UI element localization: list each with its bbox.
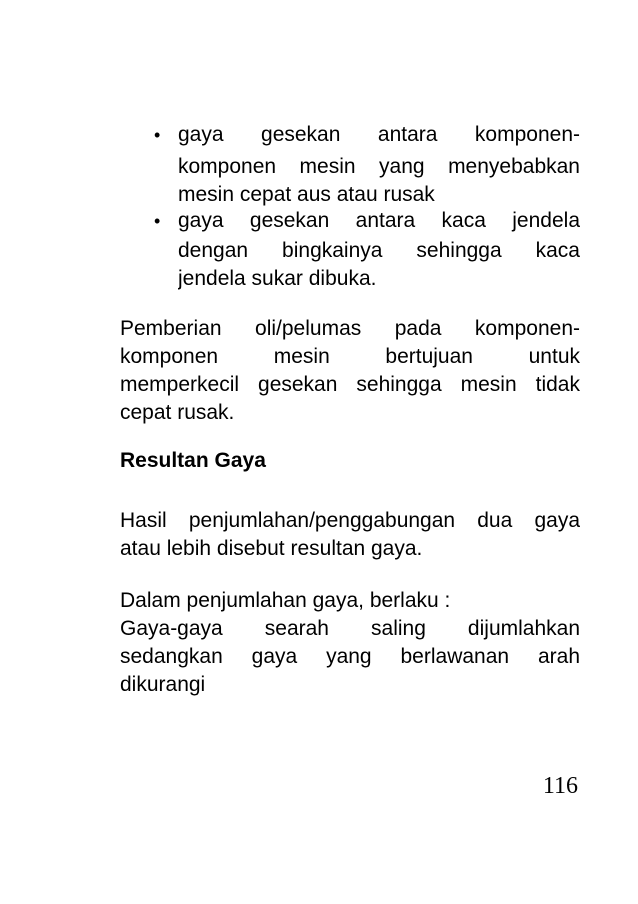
text-line: Pemberian oli/pelumas pada komponen-: [120, 317, 580, 340]
text-line: komponen mesin bertujuan untuk: [120, 345, 580, 368]
text-line: cepat rusak.: [120, 401, 235, 424]
page-number: 116: [542, 773, 578, 799]
text-line: komponen mesin yang menyebabkan: [178, 155, 580, 178]
text-line: jendela sukar dibuka.: [178, 267, 377, 290]
text-line: atau lebih disebut resultan gaya.: [120, 537, 423, 560]
text-line: Gaya-gaya searah saling dijumlahkan: [120, 617, 580, 640]
text-line: mesin cepat aus atau rusak: [178, 183, 435, 206]
text-line: memperkecil gesekan sehingga mesin tidak: [120, 373, 580, 396]
bullet-marker: •: [154, 125, 161, 145]
section-heading: Resultan Gaya: [120, 449, 266, 472]
text-line: Hasil penjumlahan/penggabungan dua gaya: [120, 509, 580, 532]
text-line: dikurangi: [120, 673, 206, 696]
text-line: dengan bingkainya sehingga kaca: [178, 239, 580, 262]
text-line: Dalam penjumlahan gaya, berlaku :: [120, 589, 451, 612]
bullet-marker: •: [154, 211, 161, 231]
text-line: gaya gesekan antara kaca jendela: [178, 209, 580, 232]
text-line: sedangkan gaya yang berlawanan arah: [120, 645, 580, 668]
text-line: gaya gesekan antara komponen-: [178, 123, 580, 146]
